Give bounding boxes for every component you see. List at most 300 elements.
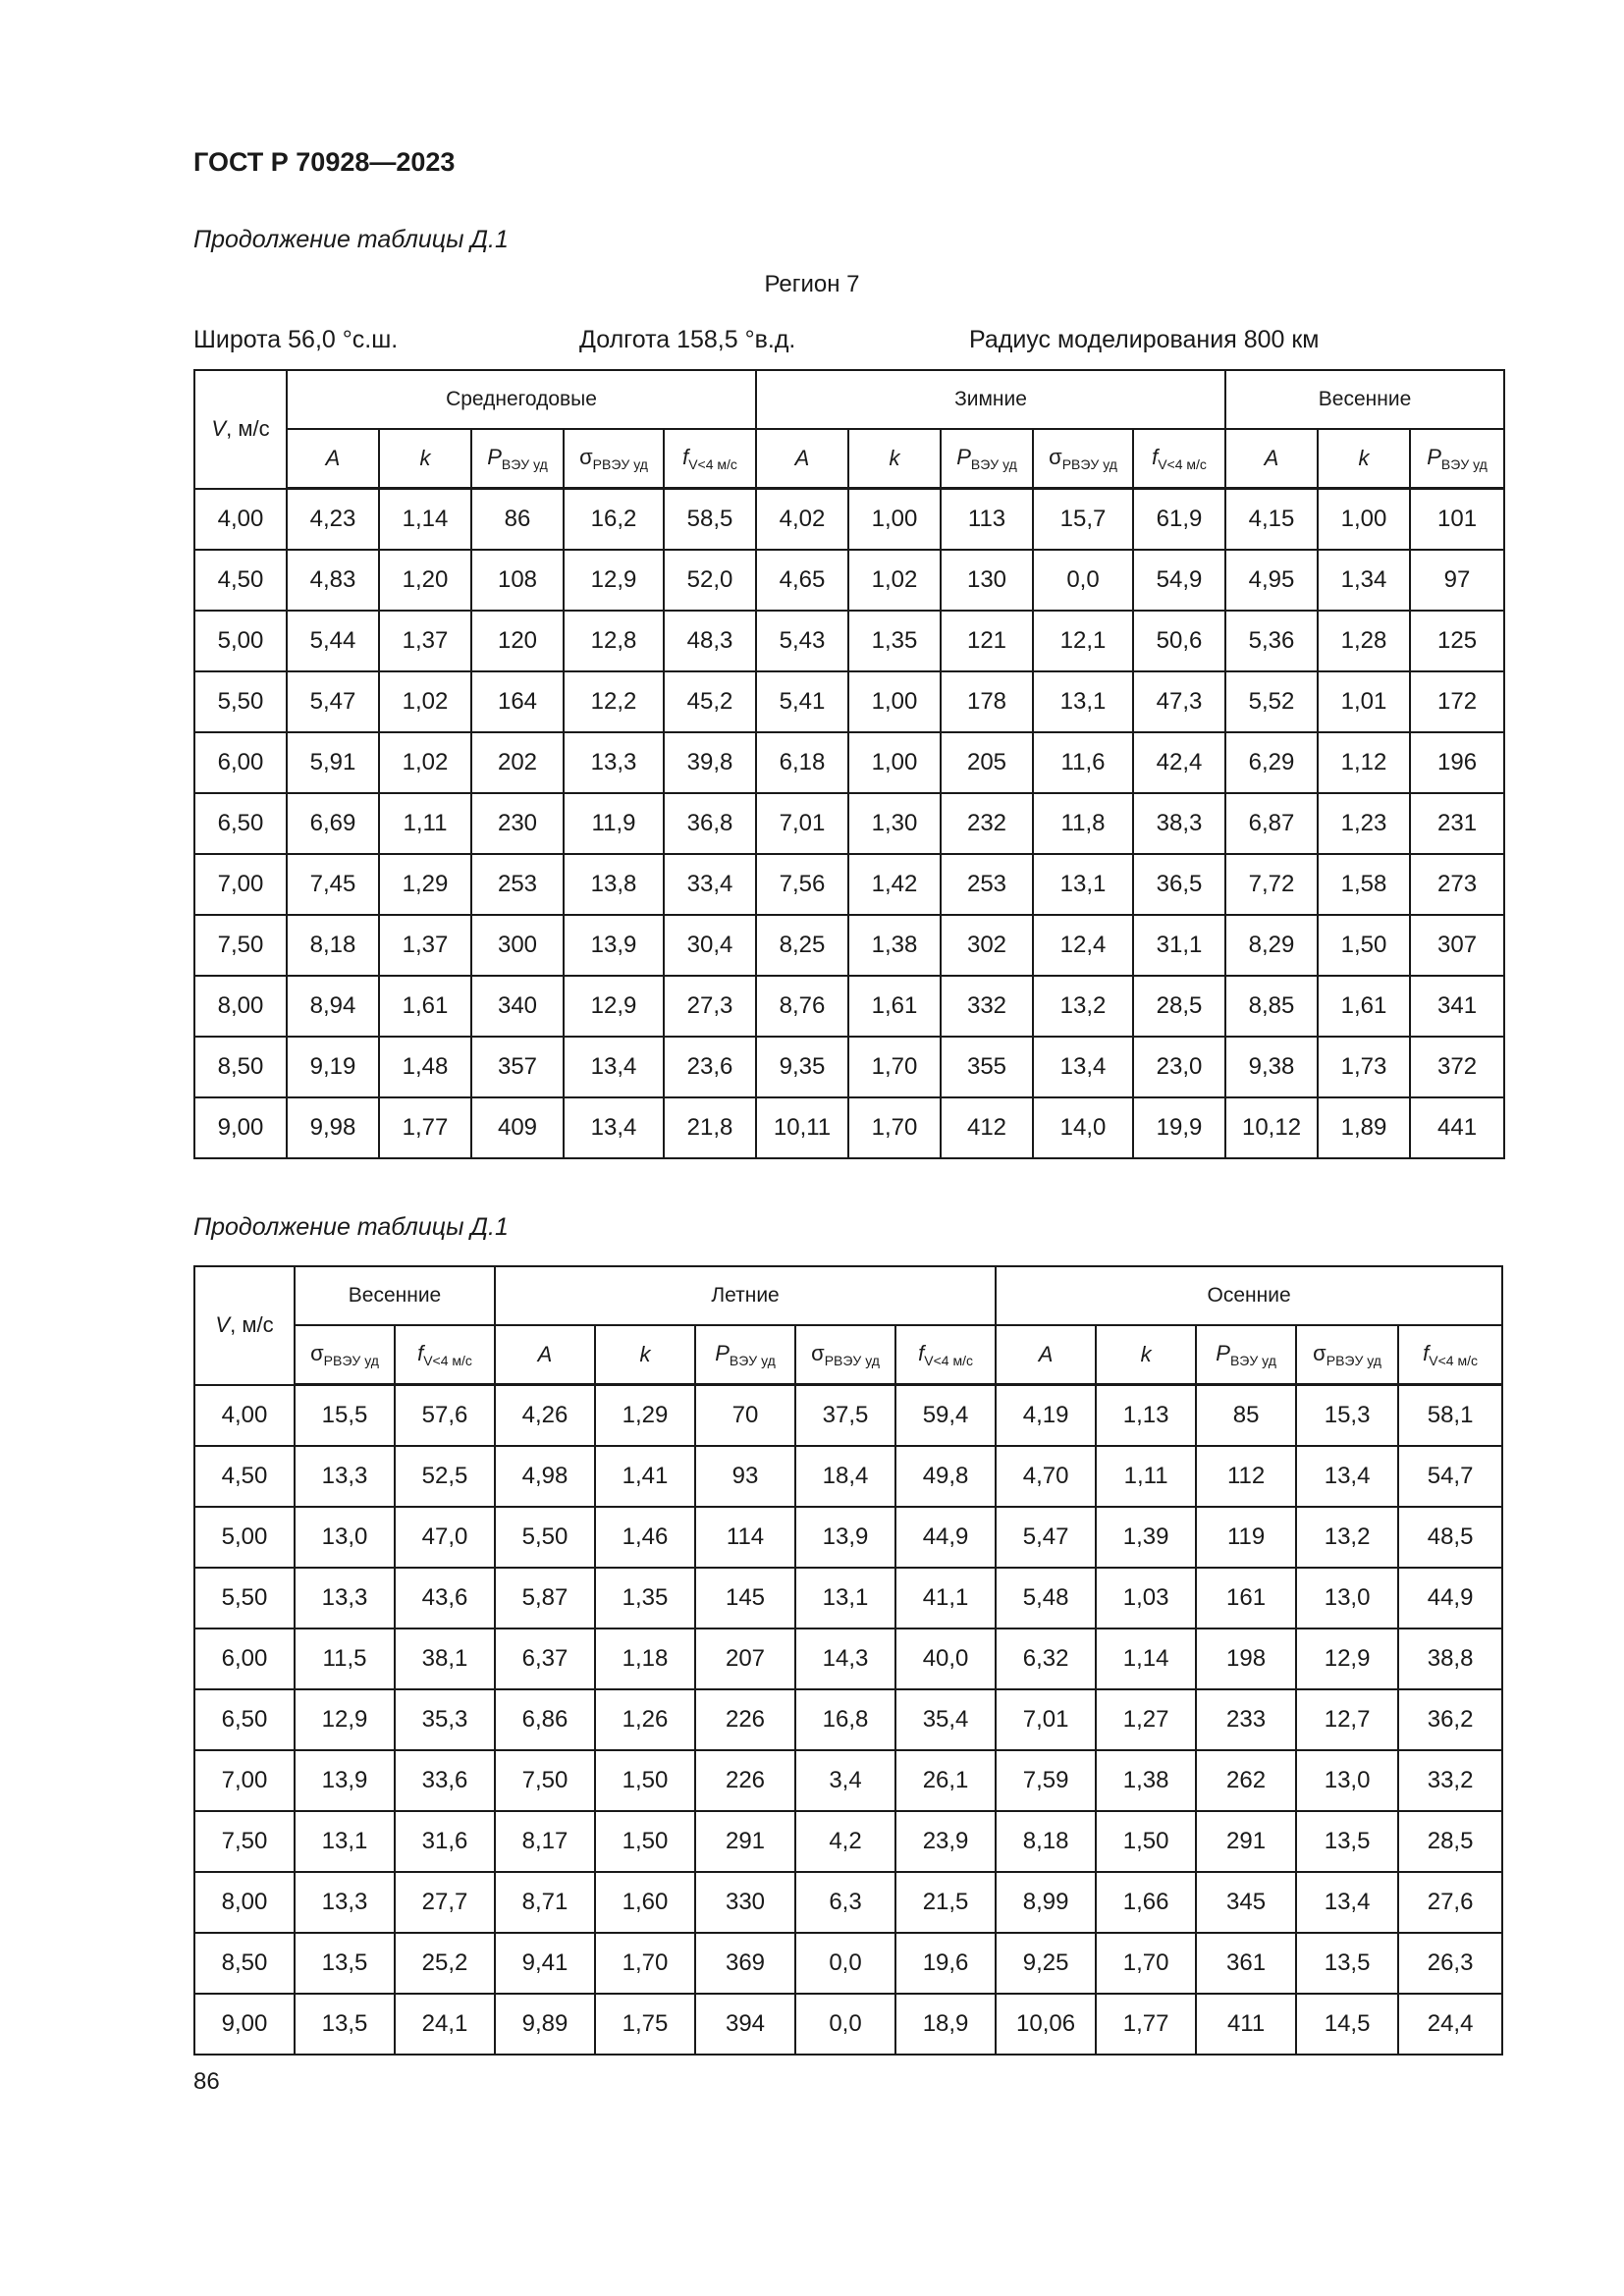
table-cell: 1,38: [848, 915, 941, 976]
table-cell: 50,6: [1133, 611, 1225, 671]
table-cell: 12,9: [564, 550, 664, 611]
table-cell: 5,48: [996, 1568, 1096, 1629]
symbol-k: k: [1358, 446, 1370, 470]
v-symbol: V: [211, 416, 227, 442]
table-cell: 28,5: [1133, 976, 1225, 1037]
table-cell: 230: [471, 793, 564, 854]
document-code: ГОСТ Р 70928—2023: [193, 147, 456, 177]
table-cell: 8,25: [756, 915, 848, 976]
subheader-frequency-subscript: V<4 м/с: [688, 456, 737, 472]
table-cell: 23,0: [1133, 1037, 1225, 1097]
wind-speed-cell: 5,00: [194, 1507, 295, 1568]
subheader-power-subscript: ВЭУ уд: [1229, 1353, 1276, 1368]
table-cell: 13,5: [295, 1933, 395, 1994]
subheader-sigma: [1296, 1325, 1398, 1385]
table-cell: 1,61: [1318, 976, 1410, 1037]
table-cell: 121: [941, 611, 1033, 671]
table-cell: 11,8: [1033, 793, 1133, 854]
longitude-label: Долгота 158,5 °в.д.: [579, 326, 796, 353]
table-cell: 23,9: [895, 1811, 996, 1872]
table-cell: 44,9: [895, 1507, 996, 1568]
table-cell: 1,02: [848, 550, 941, 611]
table-row: [194, 1097, 1504, 1158]
table-cell: 394: [695, 1994, 795, 2055]
table-cell: 13,0: [1296, 1568, 1398, 1629]
subheader-sigma-subscript: PВЭУ уд: [592, 456, 648, 472]
table-row: [194, 1385, 1502, 1447]
table-cell: 16,2: [564, 489, 664, 551]
region-title: Регион 7: [764, 271, 860, 297]
table-cell: 231: [1410, 793, 1504, 854]
table-cell: 226: [695, 1750, 795, 1811]
subheader-k: [595, 1325, 695, 1385]
table-cell: 1,77: [1096, 1994, 1196, 2055]
wind-speed-cell: 8,50: [194, 1037, 287, 1097]
table-cell: 54,7: [1398, 1446, 1502, 1507]
subheader-frequency: [895, 1325, 996, 1385]
table-cell: 70: [695, 1385, 795, 1447]
table-cell: 13,5: [1296, 1933, 1398, 1994]
table-cell: 13,4: [1296, 1872, 1398, 1933]
subheader-sigma-base: σ: [310, 1341, 324, 1365]
table-cell: 198: [1196, 1629, 1296, 1689]
table-cell: 5,36: [1225, 611, 1318, 671]
subheader-frequency: [664, 429, 756, 489]
table-cell: 1,20: [379, 550, 471, 611]
table-cell: 58,5: [664, 489, 756, 551]
table-cell: 1,34: [1318, 550, 1410, 611]
subheader-k: [1096, 1325, 1196, 1385]
table-cell: 13,0: [1296, 1750, 1398, 1811]
subheader-sigma-subscript: PВЭУ уд: [824, 1353, 880, 1368]
table-cell: 262: [1196, 1750, 1296, 1811]
table-row: [194, 732, 1504, 793]
table-cell: 13,0: [295, 1507, 395, 1568]
table-cell: 11,6: [1033, 732, 1133, 793]
table-cell: 27,7: [395, 1872, 495, 1933]
subheader-power-subscript: ВЭУ уд: [501, 456, 548, 472]
table-cell: 1,70: [1096, 1933, 1196, 1994]
table-cell: 6,37: [495, 1629, 595, 1689]
table-cell: 1,41: [595, 1446, 695, 1507]
table-cell: 97: [1410, 550, 1504, 611]
table-cell: 10,11: [756, 1097, 848, 1158]
table-cell: 1,13: [1096, 1385, 1196, 1447]
symbol-A: A: [537, 1342, 553, 1366]
table-cell: 9,38: [1225, 1037, 1318, 1097]
table-cell: 14,0: [1033, 1097, 1133, 1158]
subheader-power-base: P: [487, 445, 502, 469]
table-cell: 178: [941, 671, 1033, 732]
table-cell: 13,9: [795, 1507, 895, 1568]
wind-speed-cell: 8,00: [194, 1872, 295, 1933]
group-header-annual: Среднегодовые: [287, 370, 756, 429]
table-cell: 40,0: [895, 1629, 996, 1689]
subheader-A: [1225, 429, 1318, 489]
subheader-sigma-subscript: PВЭУ уд: [1326, 1353, 1381, 1368]
table-cell: 13,1: [795, 1568, 895, 1629]
table-cell: 52,5: [395, 1446, 495, 1507]
subheader-sigma-base: σ: [1313, 1341, 1326, 1365]
subheader-power: [471, 429, 564, 489]
wind-speed-cell: 5,00: [194, 611, 287, 671]
subheader-sigma-subscript: PВЭУ уд: [323, 1353, 379, 1368]
table-cell: 5,41: [756, 671, 848, 732]
table-cell: 54,9: [1133, 550, 1225, 611]
table-cell: 196: [1410, 732, 1504, 793]
table-2-body: [194, 1385, 1502, 2056]
table-cell: 37,5: [795, 1385, 895, 1447]
table-cell: 1,00: [1318, 489, 1410, 551]
table-cell: 52,0: [664, 550, 756, 611]
table-cell: 18,9: [895, 1994, 996, 2055]
table-cell: 86: [471, 489, 564, 551]
table-cell: 4,26: [495, 1385, 595, 1447]
table-cell: 85: [1196, 1385, 1296, 1447]
table-cell: 1,14: [1096, 1629, 1196, 1689]
table-cell: 13,3: [295, 1872, 395, 1933]
table-cell: 5,50: [495, 1507, 595, 1568]
table-cell: 130: [941, 550, 1033, 611]
table-cell: 7,50: [495, 1750, 595, 1811]
table-cell: 47,0: [395, 1507, 495, 1568]
table-cell: 36,2: [1398, 1689, 1502, 1750]
table-cell: 16,8: [795, 1689, 895, 1750]
table-cell: 9,25: [996, 1933, 1096, 1994]
table-row: [194, 489, 1504, 551]
subheader-frequency-base: f: [1152, 445, 1159, 469]
table-cell: 13,8: [564, 854, 664, 915]
table-row: [194, 1872, 1502, 1933]
table-cell: 1,46: [595, 1507, 695, 1568]
table-cell: 1,35: [595, 1568, 695, 1629]
table-cell: 1,00: [848, 732, 941, 793]
table-cell: 33,6: [395, 1750, 495, 1811]
table-cell: 31,6: [395, 1811, 495, 1872]
table-cell: 36,8: [664, 793, 756, 854]
table-cell: 1,50: [595, 1811, 695, 1872]
table-cell: 372: [1410, 1037, 1504, 1097]
table-cell: 1,89: [1318, 1097, 1410, 1158]
table-cell: 1,30: [848, 793, 941, 854]
table-cell: 6,3: [795, 1872, 895, 1933]
v-unit-2: , м/с: [230, 1312, 274, 1338]
table-cell: 291: [1196, 1811, 1296, 1872]
subheader-A: [996, 1325, 1096, 1385]
table-row: [194, 550, 1504, 611]
table-row: [194, 1629, 1502, 1689]
subheader-sigma: [564, 429, 664, 489]
table-cell: 1,75: [595, 1994, 695, 2055]
table-cell: 172: [1410, 671, 1504, 732]
symbol-k: k: [1140, 1342, 1152, 1366]
table-cell: 13,4: [564, 1097, 664, 1158]
subheader-A: [495, 1325, 595, 1385]
symbol-k: k: [639, 1342, 651, 1366]
table-cell: 1,12: [1318, 732, 1410, 793]
table-cell: 4,95: [1225, 550, 1318, 611]
table-cell: 4,19: [996, 1385, 1096, 1447]
table-cell: 119: [1196, 1507, 1296, 1568]
table-cell: 1,23: [1318, 793, 1410, 854]
table-cell: 145: [695, 1568, 795, 1629]
table-cell: 13,4: [1296, 1446, 1398, 1507]
table-cell: 1,50: [595, 1750, 695, 1811]
table-row: [194, 1811, 1502, 1872]
group-header-autumn: Осенние: [996, 1266, 1502, 1325]
table-cell: 10,06: [996, 1994, 1096, 2055]
table-cell: 11,5: [295, 1629, 395, 1689]
table-cell: 164: [471, 671, 564, 732]
table-cell: 59,4: [895, 1385, 996, 1447]
table-cell: 1,48: [379, 1037, 471, 1097]
table-cell: 13,3: [295, 1446, 395, 1507]
table-cell: 7,45: [287, 854, 379, 915]
table-cell: 1,11: [1096, 1446, 1196, 1507]
table-cell: 1,50: [1318, 915, 1410, 976]
table-cell: 15,7: [1033, 489, 1133, 551]
table-cell: 45,2: [664, 671, 756, 732]
table-cell: 38,3: [1133, 793, 1225, 854]
wind-speed-cell: 8,50: [194, 1933, 295, 1994]
table-cell: 0,0: [1033, 550, 1133, 611]
table-cell: 1,01: [1318, 671, 1410, 732]
table-cell: 7,01: [756, 793, 848, 854]
table-cell: 47,3: [1133, 671, 1225, 732]
table-cell: 1,60: [595, 1872, 695, 1933]
table-cell: 13,1: [295, 1811, 395, 1872]
symbol-A: A: [794, 446, 810, 470]
table-cell: 39,8: [664, 732, 756, 793]
subheader-power-base: P: [956, 445, 971, 469]
table-row: [194, 1446, 1502, 1507]
table-cell: 1,02: [379, 732, 471, 793]
table-row: [194, 1037, 1504, 1097]
table-row: [194, 611, 1504, 671]
subheader-frequency: [395, 1325, 495, 1385]
table-cell: 4,2: [795, 1811, 895, 1872]
table-cell: 1,37: [379, 915, 471, 976]
table-cell: 14,5: [1296, 1994, 1398, 2055]
table-cell: 1,70: [595, 1933, 695, 1994]
wind-speed-cell: 7,00: [194, 1750, 295, 1811]
table-cell: 9,98: [287, 1097, 379, 1158]
table-cell: 28,5: [1398, 1811, 1502, 1872]
table-2-subheader-row: [194, 1325, 1502, 1385]
symbol-A: A: [1264, 446, 1279, 470]
table-cell: 19,6: [895, 1933, 996, 1994]
table-cell: 233: [1196, 1689, 1296, 1750]
table-cell: 36,5: [1133, 854, 1225, 915]
subheader-k: [1318, 429, 1410, 489]
wind-speed-cell: 6,00: [194, 1629, 295, 1689]
table-cell: 44,9: [1398, 1568, 1502, 1629]
table-cell: 21,5: [895, 1872, 996, 1933]
wind-speed-cell: 9,00: [194, 1097, 287, 1158]
table-cell: 4,98: [495, 1446, 595, 1507]
table-cell: 13,9: [295, 1750, 395, 1811]
table-cell: 226: [695, 1689, 795, 1750]
v-header-2: [194, 1266, 295, 1385]
subheader-frequency-base: f: [417, 1341, 424, 1365]
table-cell: 3,4: [795, 1750, 895, 1811]
wind-speed-cell: 6,50: [194, 793, 287, 854]
table-cell: 5,44: [287, 611, 379, 671]
subheader-power: [695, 1325, 795, 1385]
subheader-power-base: P: [1216, 1341, 1230, 1365]
page-number: 86: [193, 2068, 220, 2095]
table-cell: 8,17: [495, 1811, 595, 1872]
subheader-sigma-subscript: PВЭУ уд: [1061, 456, 1117, 472]
table-cell: 12,9: [564, 976, 664, 1037]
subheader-frequency-subscript: V<4 м/с: [924, 1353, 973, 1368]
table-cell: 411: [1196, 1994, 1296, 2055]
table-cell: 13,1: [1033, 854, 1133, 915]
symbol-k: k: [889, 446, 900, 470]
table-cell: 112: [1196, 1446, 1296, 1507]
table-cell: 205: [941, 732, 1033, 793]
table-cell: 13,2: [1033, 976, 1133, 1037]
subheader-power-subscript: ВЭУ уд: [970, 456, 1017, 472]
wind-speed-cell: 7,50: [194, 1811, 295, 1872]
table-cell: 108: [471, 550, 564, 611]
table-cell: 361: [1196, 1933, 1296, 1994]
v-symbol-2: V: [215, 1312, 231, 1338]
table-cell: 1,02: [379, 671, 471, 732]
wind-speed-cell: 7,00: [194, 854, 287, 915]
table-cell: 26,1: [895, 1750, 996, 1811]
table-cell: 5,43: [756, 611, 848, 671]
table-cell: 12,9: [295, 1689, 395, 1750]
subheader-sigma: [795, 1325, 895, 1385]
subheader-frequency-base: f: [682, 445, 689, 469]
subheader-power: [1196, 1325, 1296, 1385]
table-cell: 1,39: [1096, 1507, 1196, 1568]
wind-speed-cell: 4,50: [194, 1446, 295, 1507]
table-cell: 307: [1410, 915, 1504, 976]
table-cell: 41,1: [895, 1568, 996, 1629]
subheader-frequency-subscript: V<4 м/с: [1158, 456, 1207, 472]
table-cell: 12,1: [1033, 611, 1133, 671]
subheader-sigma-base: σ: [579, 445, 593, 469]
table-cell: 27,6: [1398, 1872, 1502, 1933]
subheader-frequency-subscript: V<4 м/с: [1429, 1353, 1478, 1368]
table-cell: 1,77: [379, 1097, 471, 1158]
table-cell: 6,18: [756, 732, 848, 793]
table-1-body: [194, 489, 1504, 1159]
table-cell: 93: [695, 1446, 795, 1507]
table-row: [194, 976, 1504, 1037]
wind-speed-cell: 4,50: [194, 550, 287, 611]
table-cell: 125: [1410, 611, 1504, 671]
table-cell: 4,70: [996, 1446, 1096, 1507]
table-cell: 13,2: [1296, 1507, 1398, 1568]
table-cell: 8,85: [1225, 976, 1318, 1037]
table-cell: 4,83: [287, 550, 379, 611]
table-cell: 33,4: [664, 854, 756, 915]
subheader-power-subscript: ВЭУ уд: [1440, 456, 1488, 472]
subheader-k: [848, 429, 941, 489]
table-cell: 1,03: [1096, 1568, 1196, 1629]
table-cell: 57,6: [395, 1385, 495, 1447]
table-cell: 13,3: [295, 1568, 395, 1629]
group-header-spring: Весенние: [1225, 370, 1504, 429]
table-cell: 1,00: [848, 489, 941, 551]
table-cell: 33,2: [1398, 1750, 1502, 1811]
table-cell: 24,4: [1398, 1994, 1502, 2055]
table-cell: 58,1: [1398, 1385, 1502, 1447]
symbol-A: A: [325, 446, 341, 470]
table-cell: 9,19: [287, 1037, 379, 1097]
table-row: [194, 793, 1504, 854]
table-cell: 1,50: [1096, 1811, 1196, 1872]
table-cell: 441: [1410, 1097, 1504, 1158]
group-header-spring-2: Весенние: [295, 1266, 495, 1325]
table-cell: 18,4: [795, 1446, 895, 1507]
table-cell: 7,56: [756, 854, 848, 915]
symbol-k: k: [419, 446, 431, 470]
table-continuation-caption: Продолжение таблицы Д.1: [193, 226, 509, 253]
table-cell: 1,11: [379, 793, 471, 854]
subheader-power: [1410, 429, 1504, 489]
wind-speed-cell: 4,00: [194, 1385, 295, 1447]
subheader-sigma: [1033, 429, 1133, 489]
table-cell: 49,8: [895, 1446, 996, 1507]
table-cell: 1,73: [1318, 1037, 1410, 1097]
table-cell: 30,4: [664, 915, 756, 976]
table-cell: 9,35: [756, 1037, 848, 1097]
table-cell: 1,58: [1318, 854, 1410, 915]
data-table-2: [193, 1265, 1503, 2056]
table-cell: 13,1: [1033, 671, 1133, 732]
table-cell: 101: [1410, 489, 1504, 551]
table-cell: 369: [695, 1933, 795, 1994]
table-row: [194, 671, 1504, 732]
table-cell: 1,14: [379, 489, 471, 551]
wind-speed-cell: 5,50: [194, 1568, 295, 1629]
table-cell: 13,5: [295, 1994, 395, 2055]
table-cell: 114: [695, 1507, 795, 1568]
table-cell: 357: [471, 1037, 564, 1097]
table-row: [194, 1689, 1502, 1750]
table-cell: 6,32: [996, 1629, 1096, 1689]
table-cell: 5,87: [495, 1568, 595, 1629]
subheader-sigma-base: σ: [811, 1341, 825, 1365]
table-cell: 21,8: [664, 1097, 756, 1158]
table-cell: 25,2: [395, 1933, 495, 1994]
table-cell: 13,5: [1296, 1811, 1398, 1872]
table-cell: 19,9: [1133, 1097, 1225, 1158]
table-cell: 42,4: [1133, 732, 1225, 793]
table-cell: 12,8: [564, 611, 664, 671]
table-cell: 1,29: [379, 854, 471, 915]
subheader-A: [287, 429, 379, 489]
table-cell: 1,61: [379, 976, 471, 1037]
wind-speed-cell: 9,00: [194, 1994, 295, 2055]
table-row: [194, 1750, 1502, 1811]
table-cell: 6,86: [495, 1689, 595, 1750]
table-cell: 0,0: [795, 1994, 895, 2055]
table-row: [194, 1568, 1502, 1629]
table-cell: 13,9: [564, 915, 664, 976]
table-cell: 61,9: [1133, 489, 1225, 551]
table-cell: 11,9: [564, 793, 664, 854]
table-cell: 48,3: [664, 611, 756, 671]
table-cell: 5,52: [1225, 671, 1318, 732]
table-cell: 9,41: [495, 1933, 595, 1994]
table-cell: 232: [941, 793, 1033, 854]
table-cell: 13,3: [564, 732, 664, 793]
